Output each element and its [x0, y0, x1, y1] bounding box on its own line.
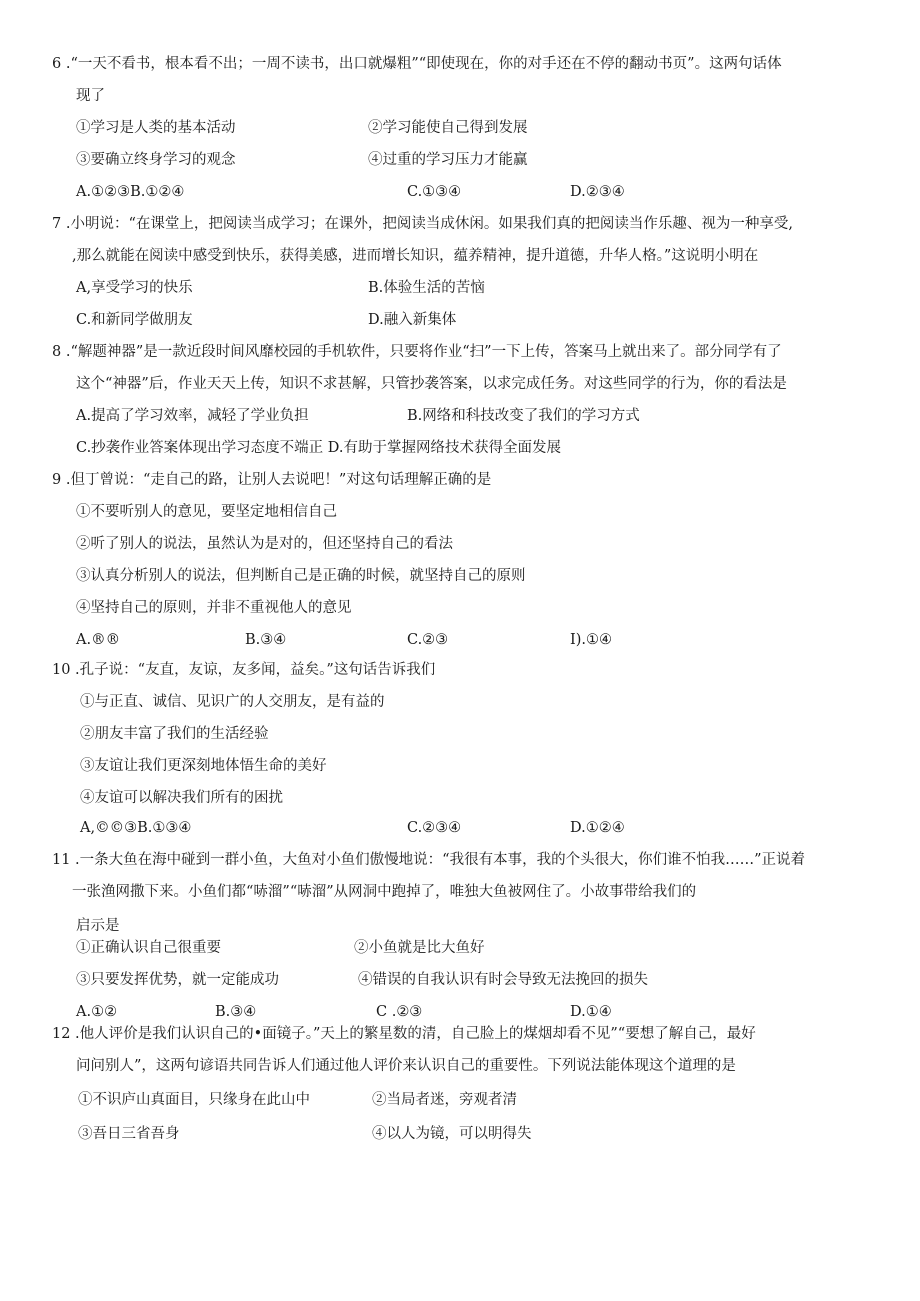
answer-option: B.③④ — [215, 1004, 257, 1020]
statement: ②小鱼就是比大鱼好 — [354, 940, 485, 956]
question-stem: 一张渔网撒下来。小鱼们都“哧溜”“哧溜”从网洞中跑掉了，唯独大鱼被网住了。小故事带给我们的 — [72, 884, 697, 900]
statement: ③友谊让我们更深刻地体悟生命的美好 — [80, 758, 327, 774]
statement: ①不识庐山真面目，只缘身在此山中 — [78, 1092, 310, 1108]
statement: ④错误的自我认识有时会导致无法挽回的损失 — [358, 972, 648, 988]
statement: ④坚持自己的原则，并非不重视他人的意见 — [76, 600, 352, 616]
answer-option: D.融入新集体 — [368, 312, 457, 328]
question-stem: 12 .他人评价是我们认识自己的•面镜子。”天上的繁星数的清，自己脸上的煤烟却看不见”“要想了解自己，最好 — [52, 1026, 756, 1042]
answer-option: A.①②③B.①②④ — [76, 184, 185, 200]
statement: ④以人为镜，可以明得失 — [372, 1126, 532, 1142]
question-stem: 10 .孔子说：“友直，友谅，友多闻，益矣。”这句话告诉我们 — [52, 662, 436, 678]
answer-option: C.②③④ — [407, 820, 462, 836]
statement: ①不要听别人的意见，要坚定地相信自己 — [76, 504, 337, 520]
statement: ①正确认识自己很重要 — [76, 940, 221, 956]
statement: ④过重的学习压力才能赢 — [368, 152, 528, 168]
question-stem: 8 .“解题神器”是一款近段时间风靡校园的手机软件，只要将作业“扫”一下上传，答案马上就出来了。部分同学有了 — [52, 344, 782, 360]
statement: ②学习能使自己得到发展 — [368, 120, 528, 136]
answer-option: A.提高了学习效率，减轻了学业负担 — [76, 408, 309, 424]
answer-option: D.①④ — [570, 1004, 612, 1020]
question-stem: ,那么就能在阅读中感受到快乐，获得美感，进而增长知识，蕴养精神，提升道德，升华人格。”这说明小明在 — [72, 248, 759, 264]
question-stem: 现了 — [76, 88, 105, 104]
statement: ②当局者迷，旁观者清 — [372, 1092, 517, 1108]
question-stem: 启示是 — [76, 918, 120, 934]
answer-option: C.和新同学做朋友 — [76, 312, 193, 328]
statement: ③认真分析别人的说法，但判断自己是正确的时候，就坚持自己的原则 — [76, 568, 526, 584]
statement: ③要确立终身学习的观念 — [76, 152, 236, 168]
answer-option: B.③④ — [245, 632, 287, 648]
answer-option: A,©©③B.①③④ — [80, 820, 192, 836]
answer-option: D.①②④ — [570, 820, 625, 836]
answer-option: C .②③ — [376, 1004, 423, 1020]
question-stem: 问问别人”，这两句谚语共同告诉人们通过他人评价来认识自己的重要性。下列说法能体现这个道理的是 — [76, 1058, 736, 1074]
statement: ③吾日三省吾身 — [78, 1126, 180, 1142]
statement: ②朋友丰富了我们的生活经验 — [80, 726, 269, 742]
statement: ②听了别人的说法，虽然认为是对的，但还坚持自己的看法 — [76, 536, 453, 552]
statement: ③只要发挥优势，就一定能成功 — [76, 972, 279, 988]
question-stem: 6 .“一天不看书，根本看不出；一周不读书，出口就爆粗”“即使现在，你的对手还在不停的翻动书页”。这两句话体 — [52, 56, 782, 72]
statement: ④友谊可以解决我们所有的困扰 — [80, 790, 283, 806]
answer-option: D.②③④ — [570, 184, 625, 200]
answer-option: I).①④ — [570, 632, 612, 648]
question-stem: 7 .小明说：“在课堂上，把阅读当成学习；在课外，把阅读当成休闲。如果我们真的把阅读当作乐趣、视为一种享受, — [52, 216, 793, 232]
answer-option: A.®® — [76, 632, 121, 648]
question-stem: 9 .但丁曾说：“走自己的路，让别人去说吧！”对这句话理解正确的是 — [52, 472, 492, 488]
question-stem: 这个“神器”后，作业天天上传，知识不求甚解，只管抄袭答案，以求完成任务。对这些同学的行为，你的看法是 — [76, 376, 787, 392]
answer-option: A.①② — [76, 1004, 118, 1020]
answer-option: C.②③ — [407, 632, 449, 648]
statement: ①学习是人类的基本活动 — [76, 120, 236, 136]
answer-option: A,享受学习的快乐 — [76, 280, 193, 296]
answer-option: B.网络和科技改变了我们的学习方式 — [407, 408, 640, 424]
answer-option: C.①③④ — [407, 184, 462, 200]
statement: ①与正直、诚信、见识广的人交朋友，是有益的 — [80, 694, 385, 710]
answer-option: B.体验生活的苦恼 — [368, 280, 485, 296]
answer-option: C.抄袭作业答案体现出学习态度不端正 D.有助于掌握网络技术获得全面发展 — [76, 440, 562, 456]
question-stem: 11 .一条大鱼在海中碰到一群小鱼，大鱼对小鱼们傲慢地说：“我很有本事，我的个头很大，你们谁不怕我……”正说着 — [52, 852, 805, 868]
